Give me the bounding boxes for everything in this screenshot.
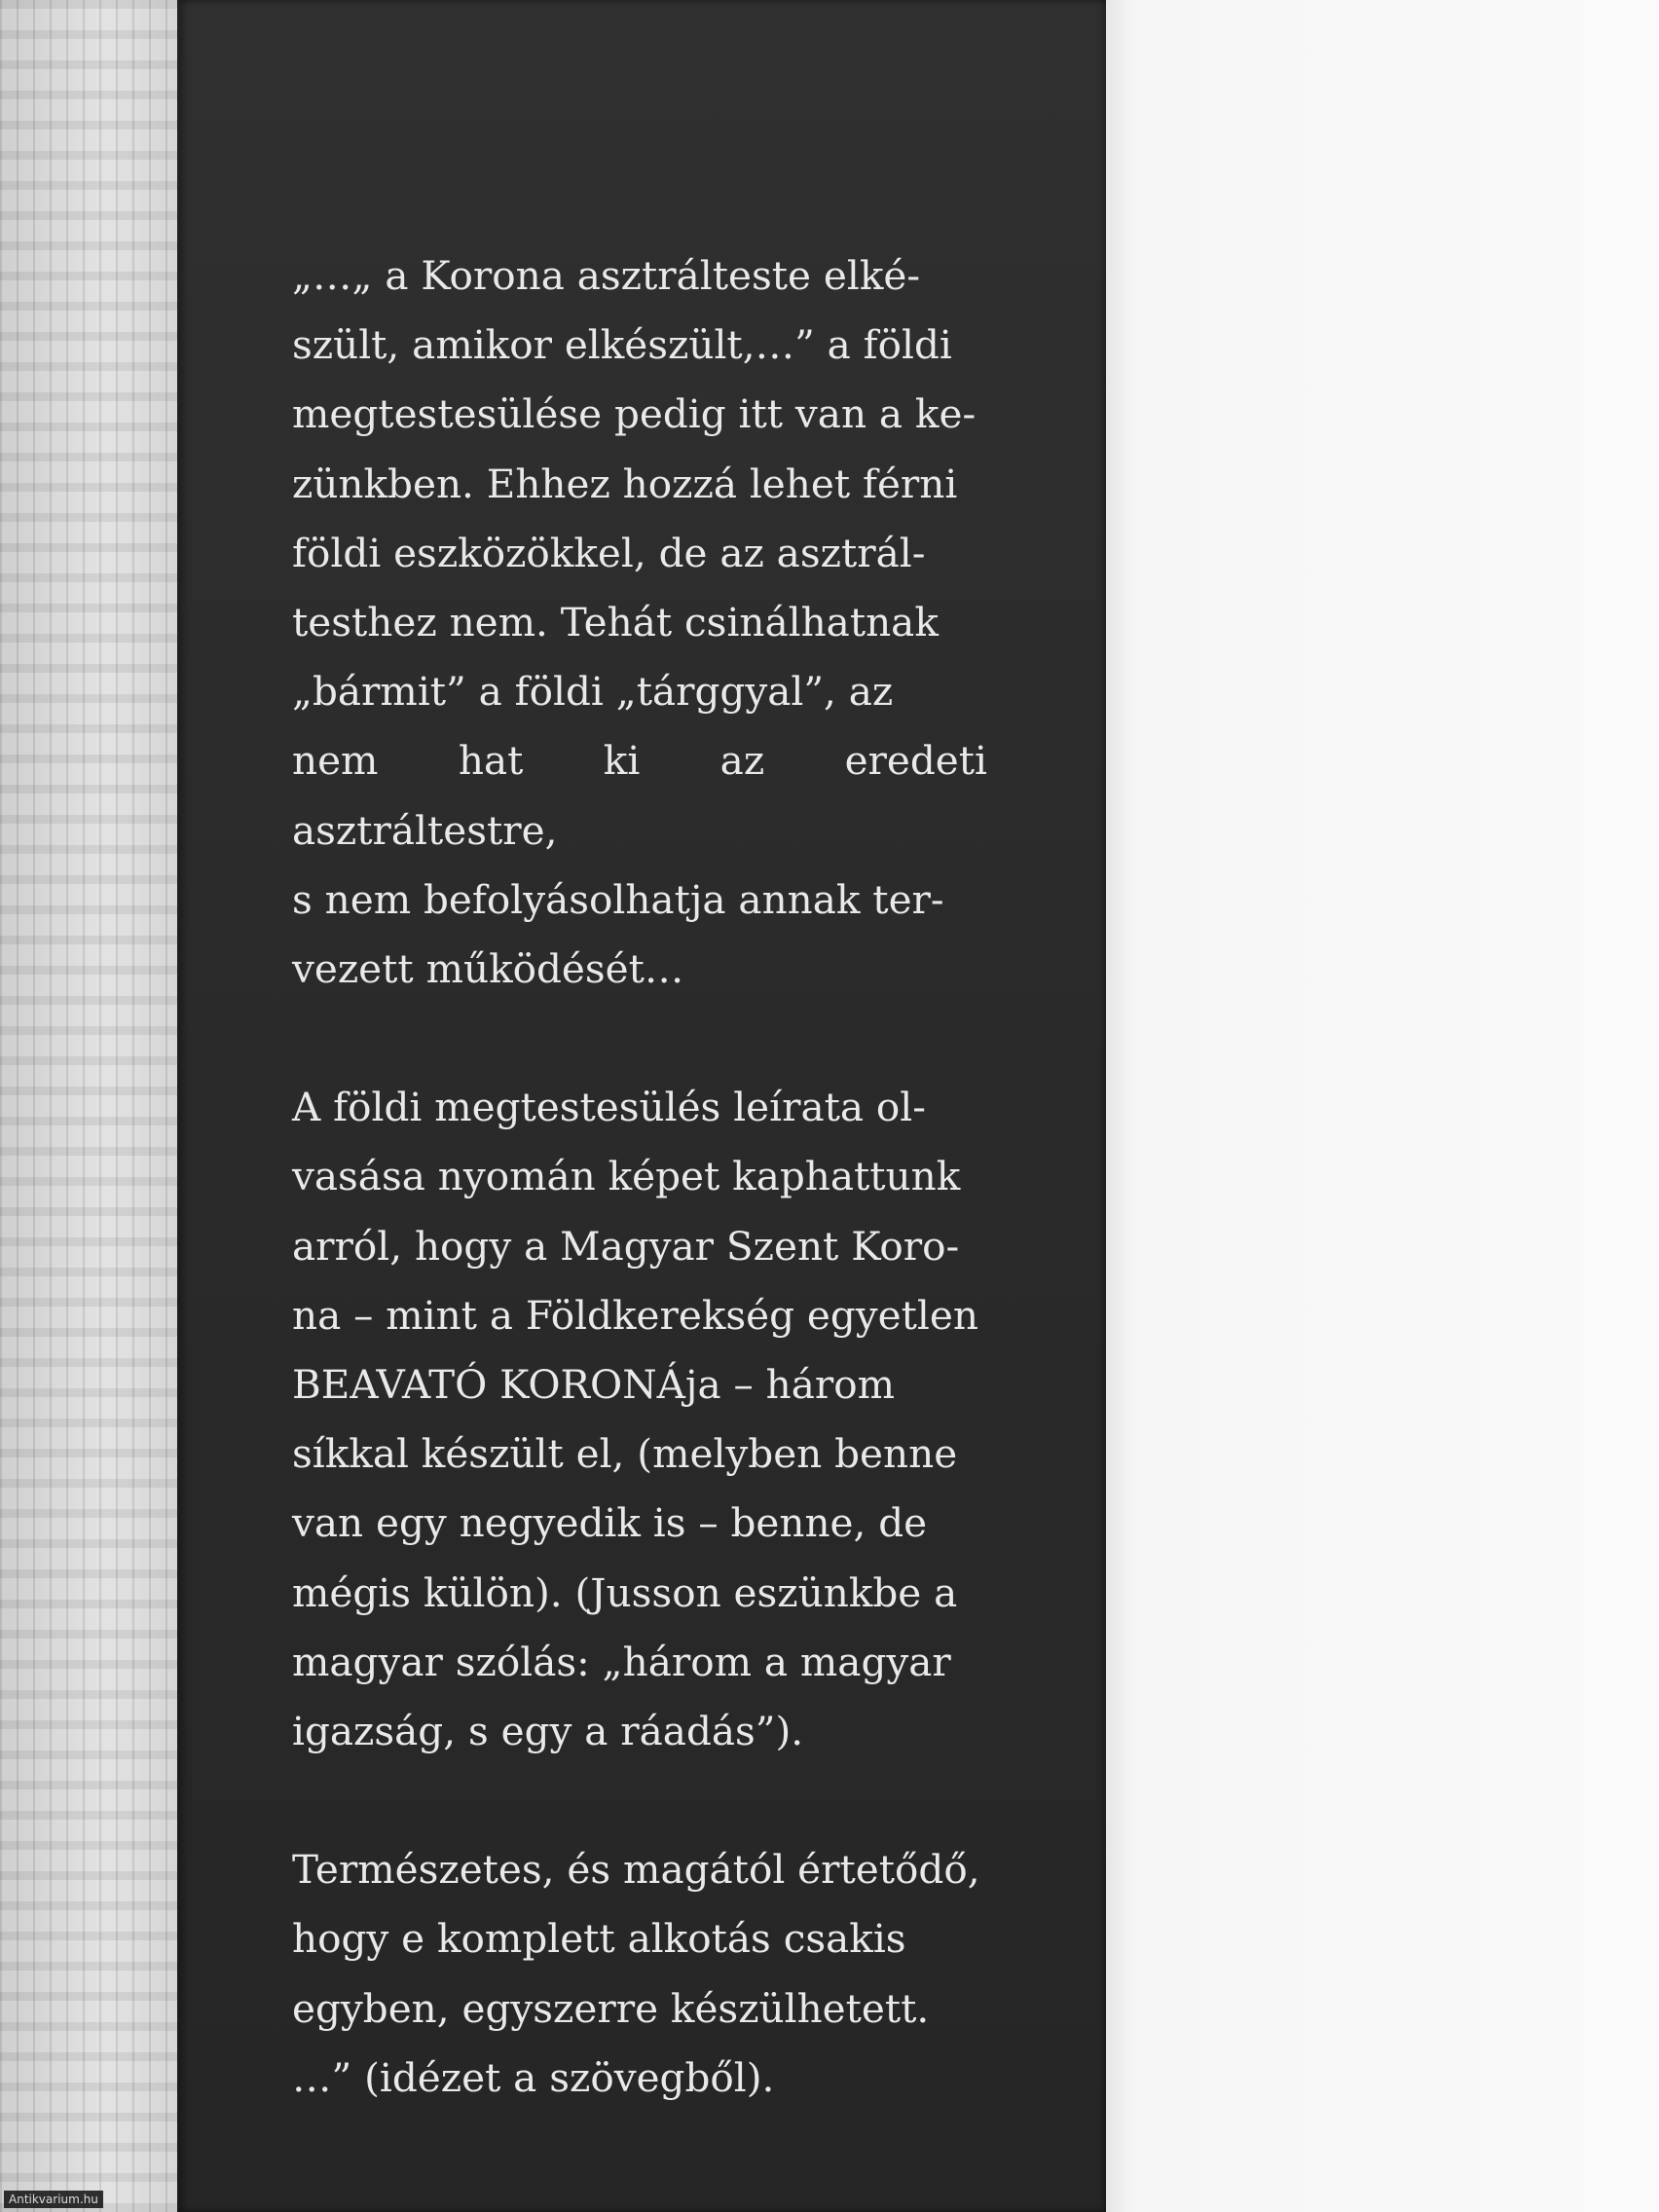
white-page-background — [1106, 0, 1659, 2212]
watermark-label: Antikvarium.hu — [4, 2191, 103, 2208]
cover-paragraph-2: A földi megtestesülés leírata ol- vasása nyomán képet kaphattunk arról, hogy a Magyar Szent Koro- na – mint a Földkerekség egyetlen BEAVATÓ KORONÁja – három síkkal készült el, (melyben benne van egy negyedik is – benne, de mégis külön). (Jusson eszünkbe a magyar szólás: „három a magyar igazság, s egy a ráadás”). — [292, 1084, 978, 1755]
wood-background — [0, 0, 177, 2212]
cover-paragraph-3: Természetes, és magától értetődő, hogy e komplett alkotás csakis egyben, egyszerre készülhetett. …” (idézet a szövegből). — [292, 1846, 980, 2101]
cover-text-block — [292, 241, 987, 2113]
cover-paragraph-1: „…„ a Korona asztrálteste elké- szült, amikor elkészült,…” a földi megtestesülése pedig itt van a ke- zünkben. Ehhez hozzá lehet férni földi eszközökkel, de az asztrál- testhez nem. Tehát csinálhatnak „bármit” a földi „tárggyal”, az nem hat ki az eredeti asztráltestre, s nem befolyásolhatja annak ter- vezett működését… — [292, 252, 987, 993]
